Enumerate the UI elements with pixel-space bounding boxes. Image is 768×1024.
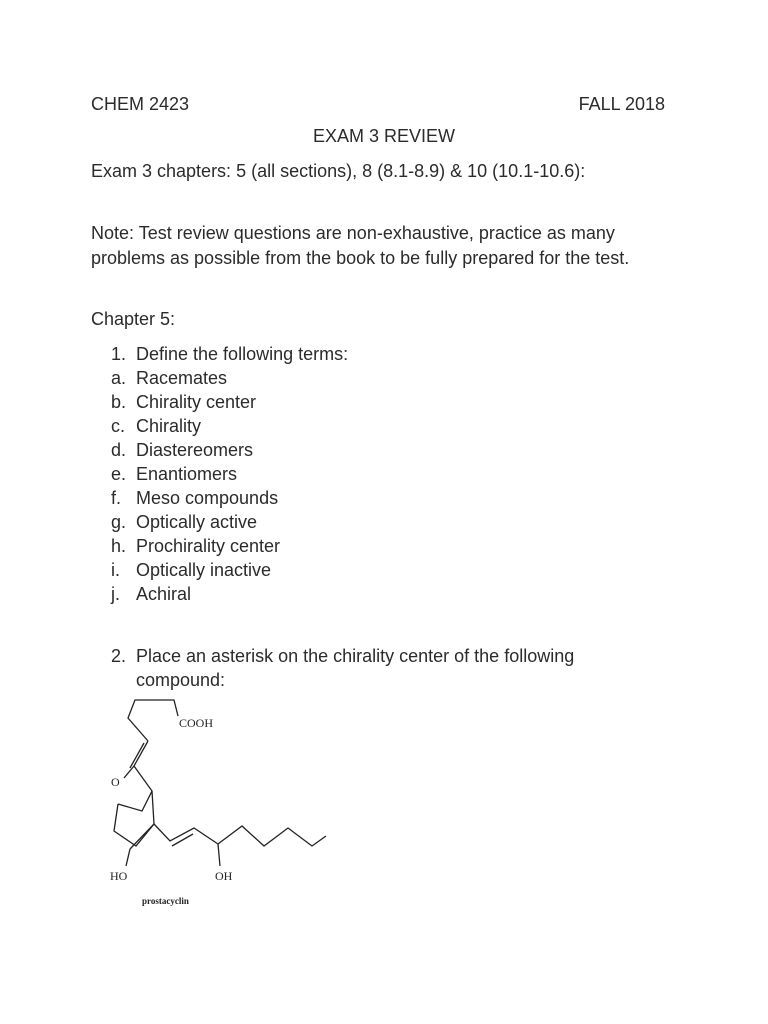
- term-text: Optically inactive: [136, 560, 272, 580]
- course-code: CHEM 2423: [91, 94, 190, 114]
- skeletal-bonds: [114, 700, 326, 866]
- term-text: Optically active: [136, 512, 258, 532]
- chapter-5-heading: Chapter 5:: [91, 309, 176, 329]
- ho-label: HO: [110, 869, 128, 883]
- term-text: Achiral: [136, 584, 192, 604]
- term-marker: d.: [111, 440, 127, 460]
- term-marker: b.: [111, 392, 127, 412]
- term-marker: i.: [111, 560, 120, 580]
- term-marker: g.: [111, 512, 127, 532]
- prostacyclin-structure: [100, 696, 340, 916]
- term-text: Chirality: [136, 416, 202, 436]
- term-text: Enantiomers: [136, 464, 238, 484]
- cooh-label: COOH: [179, 716, 214, 730]
- term-text: Racemates: [136, 368, 228, 388]
- term-text: Prochirality center: [136, 536, 281, 556]
- semester: FALL 2018: [578, 94, 665, 114]
- document-title: EXAM 3 REVIEW: [312, 126, 456, 146]
- compound-name: prostacyclin: [142, 896, 189, 906]
- term-text: Meso compounds: [136, 488, 279, 508]
- ring-oxygen-label: O: [111, 775, 120, 789]
- review-note: Note: Test review questions are non-exhaustive, practice as many problems as possible from the book to be fully prepared for the test.: [91, 223, 630, 268]
- term-marker: e.: [111, 464, 127, 484]
- term-marker: c.: [111, 416, 126, 436]
- term-text: Chirality center: [136, 392, 257, 412]
- oh-label: OH: [215, 869, 233, 883]
- term-marker: h.: [111, 536, 127, 556]
- term-marker: j.: [111, 584, 120, 604]
- question-number: 2.: [111, 646, 127, 666]
- term-marker: a.: [111, 368, 127, 388]
- question-number: 1.: [111, 344, 127, 364]
- exam-chapters: Exam 3 chapters: 5 (all sections), 8 (8.1-8.9) & 10 (10.1-10.6):: [91, 161, 586, 181]
- term-text: Diastereomers: [136, 440, 254, 460]
- question-text: Place an asterisk on the chirality center of the following compound:: [136, 646, 575, 690]
- question-text: Define the following terms:: [136, 344, 349, 364]
- term-marker: f.: [111, 488, 122, 508]
